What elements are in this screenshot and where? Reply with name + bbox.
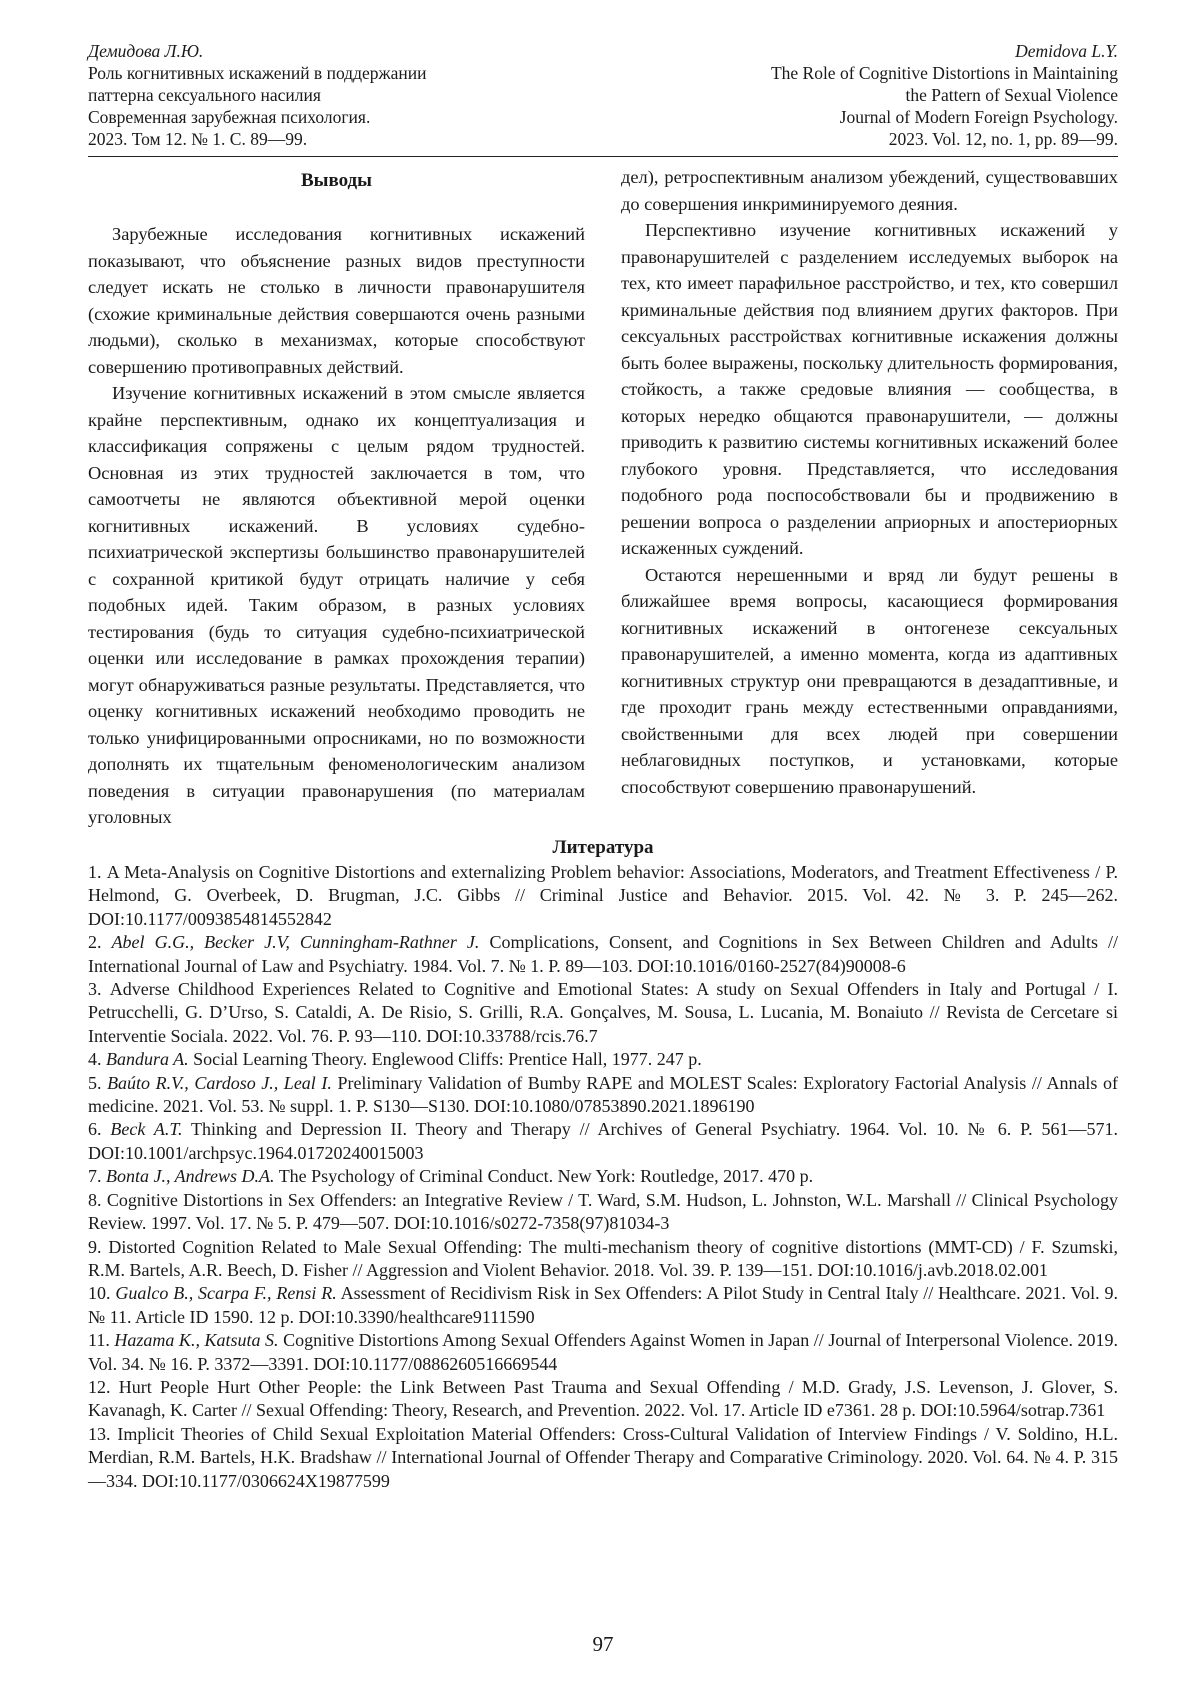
running-head-title-ru-line2: паттерна сексуального насилия	[88, 85, 321, 105]
reference-item	[88, 978, 1118, 1048]
reference-item	[88, 1329, 1118, 1376]
running-head-title-en-line2: the Pattern of Sexual Violence	[905, 85, 1118, 105]
reference-number: 10.	[88, 1283, 111, 1304]
body-paragraph: Перспективно изучение когнитивных искажений у правонарушителей с разделением исследуемых выборок на тех, кто имеет парафильное расстройство, и тех, кто совершил криминальные действия под влиянием других факторов. При сексуальных расстройствах когнитивные искажения должны быть более выражены, поскольку длительность формирования, стойкость, а также средовые влияния — сообщества, в которых нередко общаются правонарушители, — должны приводить к развитию системы когнитивных искажений более глубокого уровня. Представляется, что исследования подобного рода поспособствовали бы и продвижению в решении вопроса о разделении априорных и апостериорных искаженных суждений.	[621, 220, 1118, 558]
reference-text: Adverse Childhood Experiences Related to Cognitive and Emotional States: A study on Sexual Offenders in Italy and Portugal / I. Petrucchelli, G. D’Urso, S. Cataldi, A. De Risio, S. Grilli, R.A. Gonçalves, M. Sousa, L. Lucania, M. Bonaiuto // Revista de Cercetare si Interventie Sociala. 2022. Vol. 76. P. 93—110. DOI:10.33788/rcis.76.7	[88, 979, 1118, 1046]
reference-number: 6.	[88, 1119, 102, 1140]
header-divider	[88, 156, 1118, 157]
reference-item	[88, 861, 1118, 931]
reference-item	[88, 1165, 1118, 1188]
reference-text: Social Learning Theory. Englewood Cliffs: Prentice Hall, 1977. 247 p.	[193, 1049, 702, 1070]
running-head-russian	[88, 40, 608, 150]
reference-number: 9.	[88, 1236, 102, 1257]
body-paragraph-continuation: дел), ретроспективным анализом убеждений, существовавших до совершения инкриминируемого деяния.	[621, 167, 1118, 214]
reference-text: Complications, Consent, and Cognitions in Sex Between Children and Adults // International Journal of Law and Psychiatry. 1984. Vol. 7. № 1. P. 89—103. DOI:10.1016/0160-2527(84)90008-6	[88, 932, 1119, 976]
running-head-journal-ru: Современная зарубежная психология.	[88, 107, 371, 127]
left-column	[88, 164, 585, 831]
reference-item	[88, 1189, 1118, 1236]
reference-text: Distorted Cognition Related to Male Sexual Offending: The multi-mechanism theory of cognitive distortions (MMT-CD) / F. Szumski, R.M. Bartels, A.R. Beech, D. Fisher // Aggression and Violent Behavior. 2018. Vol. 39. P. 139—151. DOI:10.1016/j.avb.2018.02.001	[88, 1236, 1118, 1280]
reference-authors: Bandura A.	[106, 1049, 189, 1070]
running-head-english	[598, 40, 1118, 150]
reference-text: Cognitive Distortions in Sex Offenders: an Integrative Review / T. Ward, S.M. Hudson, L. Johnston, W.L. Marshall // Clinical Psychology Review. 1997. Vol. 17. № 5. P. 479—507. DOI:10.1016/s0272-7358(97)81034-3	[88, 1189, 1118, 1234]
reference-number: 13.	[88, 1423, 111, 1444]
reference-text: Hurt People Hurt Other People: the Link Between Past Trauma and Sexual Offending / M.D. Grady, J.S. Levenson, J. Glover, S. Kavanagh, K. Carter // Sexual Offending: Theory, Research, and Prevention. 2022. Vol. 17. Article ID e7361. 28 p. DOI:10.5964/sotrap.7361	[88, 1376, 1119, 1421]
reference-text: Cognitive Distortions Among Sexual Offenders Against Women in Japan // Journal of Interpersonal Violence. 2019. Vol. 34. № 16. P. 3372—3391. DOI:10.1177/0886260516669544	[88, 1330, 1119, 1374]
reference-authors: Bonta J., Andrews D.A.	[106, 1166, 275, 1187]
reference-authors: Baúto R.V., Cardoso J., Leal I.	[107, 1072, 332, 1093]
page-number: 97	[592, 1632, 614, 1656]
reference-item	[88, 1236, 1118, 1283]
right-column	[621, 164, 1118, 800]
body-paragraph: Изучение когнитивных искажений в этом смысле является крайне перспективным, однако их концептуализация и классификация сопряжены с целым рядом трудностей. Основная из этих трудностей заключается в том, что самоотчеты не являются объективной мерой оценки когнитивных искажений. В условиях судебно-психиатрической экспертизы большинство правонарушителей с сохранной критикой будут отрицать наличие у себя подобных идей. Таким образом, в разных условиях тестирования (будь то ситуация судебно-психиатрической оценки или исследование в рамках прохождения терапии) могут обнаруживаться разные результаты. Представляется, что оценку когнитивных искажений необходимо проводить не только унифицированными опросниками, но по возможности дополнять их тщательным феноменологическим анализом поведения в ситуации правонарушения (по материалам уголовных	[88, 383, 585, 827]
reference-number: 4.	[88, 1049, 102, 1070]
reference-text: A Meta-Analysis on Cognitive Distortions and externalizing Problem behavior: Associations, Moderators, and Treatment Effectiveness / P. Helmond, G. Overbeek, D. Brugman, J.C. Gibbs // Criminal Justice and Behavior. 2015. Vol. 42. № 3. P. 245—262. DOI:10.1177/0093854814552842	[88, 862, 1118, 929]
reference-number: 11.	[88, 1330, 110, 1351]
reference-authors: Hazama K., Katsuta S.	[114, 1330, 279, 1351]
reference-number: 2.	[88, 932, 102, 953]
reference-number: 5.	[88, 1072, 102, 1093]
reference-text: Preliminary Validation of Bumby RAPE and MOLEST Scales: Exploratory Factorial Analysis // Annals of medicine. 2021. Vol. 53. № suppl. 1. P. S130—S130. DOI:10.1080/07853890.2021.1896190	[88, 1072, 1118, 1117]
reference-number: 3.	[88, 979, 102, 1000]
reference-text: Thinking and Depression II. Theory and Therapy // Archives of General Psychiatry. 1964. Vol. 10. № 6. P. 561—571. DOI:10.1001/archpsyc.1964.01720240015003	[88, 1119, 1118, 1163]
reference-number: 12.	[88, 1376, 111, 1397]
reference-item	[88, 931, 1118, 978]
reference-item	[88, 1376, 1118, 1423]
reference-item	[88, 1048, 1118, 1071]
running-head-citation-en: 2023. Vol. 12, no. 1, pp. 89—99.	[888, 129, 1118, 149]
running-head-citation-ru: 2023. Том 12. № 1. С. 89—99.	[88, 129, 308, 149]
reference-item	[88, 1072, 1118, 1119]
running-head-title-en-line1: The Role of Cognitive Distortions in Maintaining	[770, 63, 1118, 83]
reference-authors: Beck A.T.	[110, 1119, 183, 1140]
reference-text: Assessment of Recidivism Risk in Sex Offenders: A Pilot Study in Central Italy // Healthcare. 2021. Vol. 9. № 11. Article ID 1590. 12 p. DOI:10.3390/healthcare9111590	[88, 1283, 1118, 1327]
reference-list	[88, 861, 1118, 1493]
conclusions-section	[88, 164, 1118, 827]
reference-authors: Abel G.G., Becker J.V, Cunningham-Rathner J.	[111, 932, 480, 953]
running-head-title-ru-line1: Роль когнитивных искажений в поддержании	[88, 63, 427, 83]
reference-text: The Psychology of Criminal Conduct. New York: Routledge, 2017. 470 p.	[278, 1166, 814, 1187]
body-paragraph: Остаются нерешенными и вряд ли будут решены в ближайшее время вопросы, касающиеся формирования когнитивных искажений в онтогенезе сексуальных правонарушителей, а именно момента, когда из адаптивных когнитивных структур они превращаются в дезадаптивные, и где проходит грань между естественными оправданиями, свойственными для всех людей при совершении неблаговидных поступков, и установками, которые способствуют совершению правонарушений.	[621, 564, 1118, 797]
reference-number: 8.	[88, 1189, 102, 1210]
reference-authors: Gualco B., Scarpa F., Rensi R.	[115, 1283, 337, 1304]
reference-number: 7.	[88, 1166, 102, 1187]
references-section	[88, 836, 1118, 1493]
conclusions-heading: Выводы	[300, 170, 373, 191]
running-head	[88, 40, 1118, 152]
body-paragraph: Зарубежные исследования когнитивных искажений показывают, что объяснение разных видов преступности следует искать не столько в личности правонарушителя (схожие криминальные действия совершаются очень разными людьми), сколько в механизмах, которые способствуют совершению противоправных действий.	[88, 224, 585, 377]
reference-item	[88, 1282, 1118, 1329]
reference-text: Implicit Theories of Child Sexual Exploitation Material Offenders: Cross-Cultural Validation of Interview Findings / V. Soldino, H.L. Merdian, R.M. Bartels, H.K. Bradshaw // International Journal of Offender Therapy and Comparative Criminology. 2020. Vol. 64. № 4. P. 315—334. DOI:10.1177/0306624X19877599	[88, 1423, 1119, 1491]
running-head-journal-en: Journal of Modern Foreign Psychology.	[839, 107, 1118, 127]
reference-number: 1.	[88, 862, 102, 882]
journal-page	[88, 40, 1118, 1670]
references-heading: Литература	[552, 837, 654, 858]
running-head-author-ru: Демидова Л.Ю.	[88, 41, 204, 61]
reference-item	[88, 1118, 1118, 1165]
reference-item	[88, 1423, 1118, 1493]
running-head-author-en: Demidova L.Y.	[1015, 41, 1118, 61]
